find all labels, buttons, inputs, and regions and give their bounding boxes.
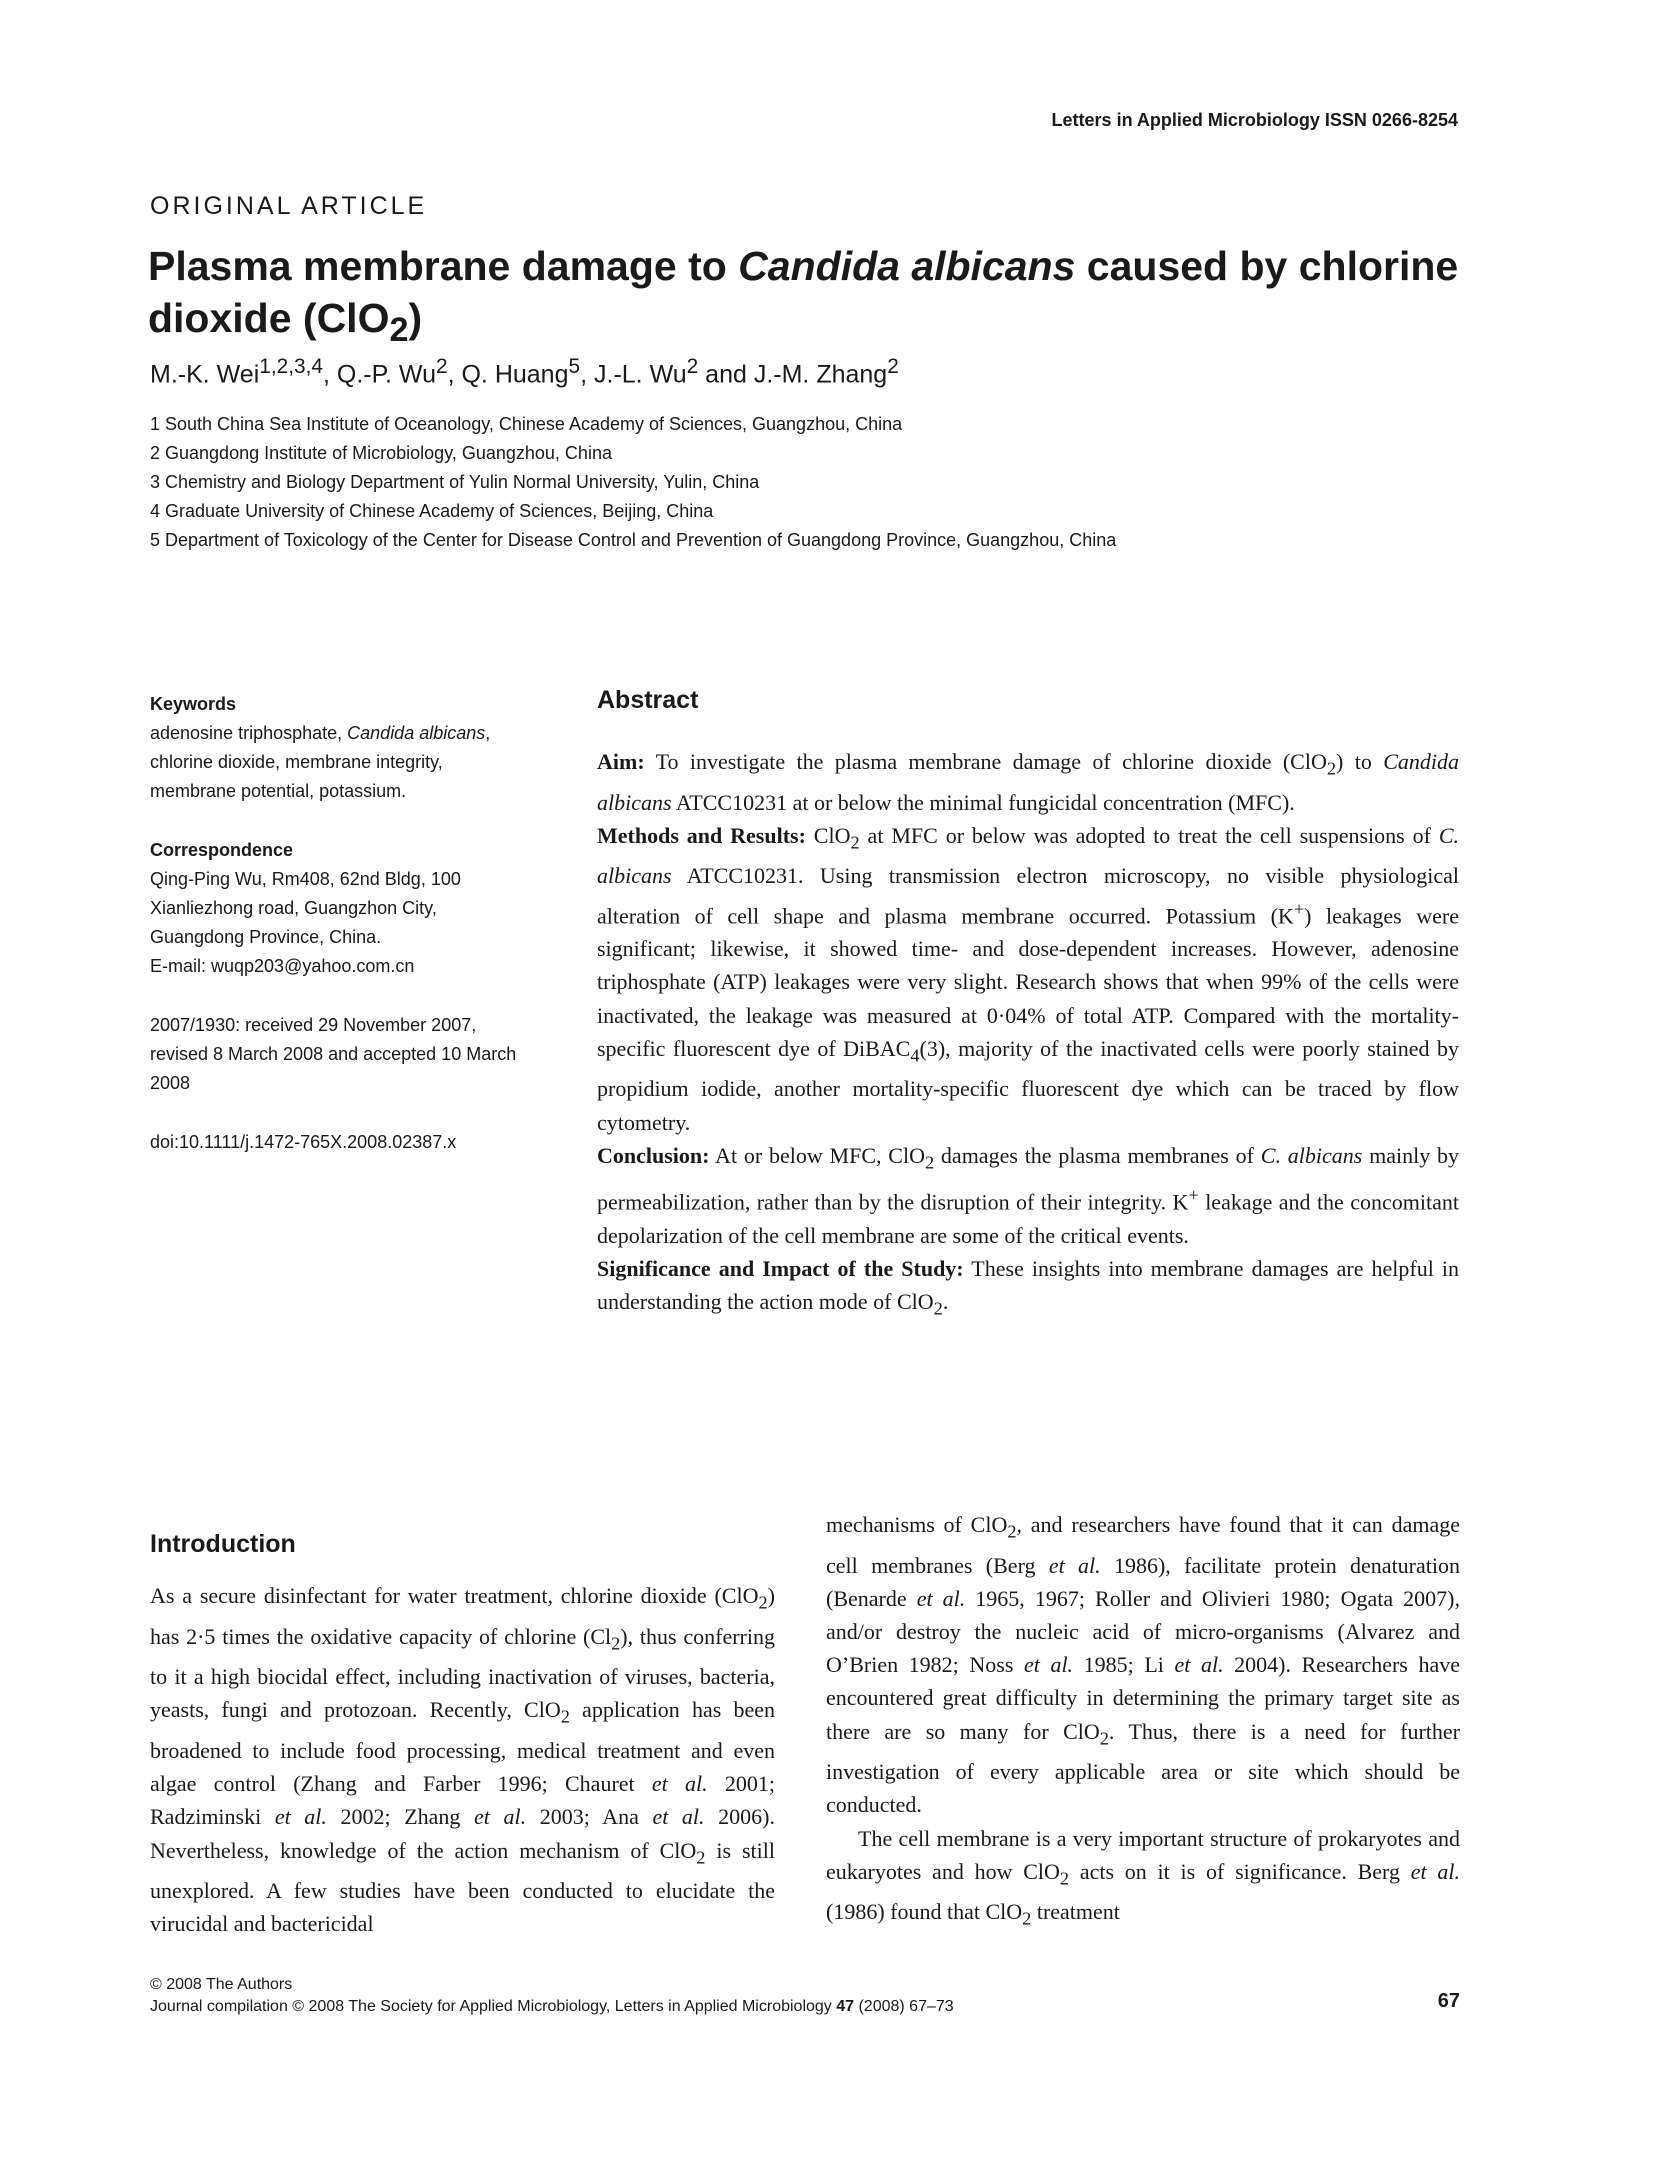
compilation-text: Journal compilation © 2008 The Society for Applied Microbiology, Letters in Applied Microbiology — [150, 1998, 837, 2015]
author-name: J.-M. Zhang — [753, 360, 888, 389]
text-subscript: 2 — [1099, 1728, 1109, 1748]
abstract-superscript: + — [1188, 1185, 1199, 1206]
abstract-text: ) leakages were significant; likewise, it showed time- and dose-dependent increases. However, adenosine triphosphate (ATP) leakages were very slight. Research shows that when 99% of the cells were inactivated, the leakage was measured at 0·04% of total ATP. Compared with the mortality-specific fluorescent dye of DiBAC — [597, 902, 1459, 1061]
intro-paragraph-1 — [150, 1579, 775, 1941]
abstract-text: at MFC or below was adopted to treat the cell suspensions of — [859, 822, 1439, 848]
abstract-text: ATCC10231. Using transmission electron microscopy, no visible physiological alteration of cell shape and plasma membrane occurred. Potassium (K — [597, 863, 1459, 928]
abstract-heading: Abstract — [597, 686, 699, 714]
text-subscript: 2 — [611, 1632, 621, 1653]
abstract-conclusion — [597, 1139, 1459, 1252]
text-run: 1965, 1967; Roller and Olivieri 1980; Ogata 2007), and/or destroy the nucleic acid of micro-organisms (Alvarez and O’Brien 1982; Noss — [826, 1585, 1460, 1678]
abstract-subscript: 4 — [910, 1045, 920, 1066]
text-italic: et al. — [474, 1804, 527, 1830]
text-italic: et al. — [916, 1585, 966, 1611]
author-affiliation-marker: 1,2,3,4 — [259, 355, 323, 378]
abstract-text: . — [942, 1289, 949, 1315]
abstract-methods — [597, 819, 1459, 1139]
journal-header: Letters in Applied Microbiology ISSN 0266-8254 — [1051, 110, 1458, 130]
abstract-body — [597, 745, 1459, 1326]
abstract-subscript: 2 — [850, 832, 860, 853]
doi-link[interactable]: doi:10.1111/j.1472-765X.2008.02387.x — [150, 1132, 457, 1152]
abstract-significance — [597, 1252, 1459, 1326]
abstract-superscript: + — [1293, 898, 1305, 919]
copyright-authors: © 2008 The Authors — [150, 1976, 293, 1993]
page-number: 67 — [1437, 1990, 1460, 2012]
text-subscript: 2 — [1059, 1868, 1070, 1889]
abstract-text: ) to — [1336, 749, 1384, 774]
author-affiliation-marker: 2 — [435, 355, 448, 378]
affiliation-item: 4 Graduate University of Chinese Academy of Sciences, Beijing, China — [150, 501, 714, 521]
intro-paragraph-2 — [826, 1822, 1460, 1936]
author-name: M.-K. Wei — [150, 360, 260, 389]
text-run: (1986) found that ClO — [826, 1899, 1023, 1925]
text-run: application has been broadened to include food processing, medical treatment and even algae control (Zhang and Farber 1996; Chauret — [150, 1697, 775, 1797]
title-part2: caused by chlorine dioxide (ClO — [148, 243, 1459, 341]
page-footer — [150, 1974, 954, 2018]
abstract-subscript: 2 — [933, 1298, 943, 1319]
author-name: Q.-P. Wu — [336, 360, 436, 389]
abstract-species: C. albicans — [597, 822, 1459, 889]
abstract-species: C. albicans — [1260, 1142, 1363, 1168]
author-separator: , — [322, 360, 337, 389]
abstract-subscript: 2 — [924, 1152, 935, 1173]
text-subscript: 2 — [758, 1592, 768, 1613]
text-italic: et al. — [652, 1804, 705, 1830]
methods-label: Methods and Results: — [597, 822, 806, 848]
abstract-subscript: 2 — [1326, 758, 1337, 779]
author-name: J.-L. Wu — [594, 360, 687, 389]
volume-number: 47 — [836, 1998, 855, 2015]
text-run: acts on it is of significance. Berg — [1069, 1858, 1411, 1884]
text-italic: et al. — [1048, 1552, 1101, 1578]
keywords-pre: adenosine triphosphate, — [150, 723, 348, 743]
text-run: treatment — [1031, 1899, 1120, 1925]
affiliation-item: 1 South China Sea Institute of Oceanology, Chinese Academy of Sciences, Guangzhou, China — [150, 414, 903, 434]
author-affiliation-marker: 5 — [568, 355, 581, 378]
conclusion-label: Conclusion: — [597, 1142, 710, 1168]
text-run: 2004). Researchers have encountered great difficulty in determining the primary target site as there are so many for ClO — [826, 1652, 1460, 1744]
affiliation-item: 3 Chemistry and Biology Department of Yulin Normal University, Yulin, China — [150, 472, 760, 492]
author-affiliation-marker: 2 — [686, 355, 699, 378]
abstract-text: leakage and the concomitant depolarization of the cell membrane are some of the critical events. — [597, 1189, 1459, 1248]
article-sidebar — [150, 690, 530, 1157]
text-run: is still unexplored. A few studies have been conducted to elucidate the virucidal and bactericidal — [150, 1837, 775, 1937]
title-subscript: 2 — [389, 311, 409, 350]
text-subscript: 2 — [1022, 1908, 1032, 1929]
abstract-text: These insights into membrane damages are helpful in understanding the action mode of ClO — [597, 1256, 1459, 1315]
text-run: 2001; Radziminski — [150, 1771, 775, 1830]
correspondence-address: Qing-Ping Wu, Rm408, 62nd Bldg, 100 Xianliezhong road, Guangzhon City, Guangdong Province, China. — [150, 869, 461, 947]
affiliation-list — [150, 410, 1116, 555]
text-run: 1985; Li — [1073, 1652, 1175, 1678]
text-run: , and researchers have found that it can damage cell membranes (Berg — [826, 1512, 1460, 1578]
text-run: mechanisms of ClO — [826, 1512, 1008, 1537]
text-subscript: 2 — [560, 1706, 570, 1727]
text-italic: et al. — [1174, 1652, 1224, 1678]
text-run: 2003; Ana — [526, 1804, 653, 1830]
keywords-species: Candida albicans — [347, 723, 486, 743]
text-subscript: 2 — [1007, 1521, 1017, 1542]
text-run: . Thus, there is a need for further investigation of every applicable area or site which should be conducted. — [826, 1718, 1460, 1818]
text-italic: et al. — [1023, 1652, 1074, 1678]
author-separator: , — [580, 360, 594, 389]
abstract-species: Candida albicans — [597, 749, 1459, 815]
body-column-right — [826, 1508, 1460, 1936]
correspondence-heading: Correspondence — [150, 840, 294, 860]
correspondence-email[interactable]: E-mail: wuqp203@yahoo.com.cn — [150, 956, 415, 976]
abstract-text: At or below MFC, ClO — [709, 1142, 925, 1168]
keywords-post: , chlorine dioxide, membrane integrity, membrane potential, potassium. — [150, 723, 491, 801]
affiliation-item: 2 Guangdong Institute of Microbiology, Guangzhou, China — [150, 443, 612, 463]
text-run: ), thus conferring to it a high biocidal effect, including inactivation of viruses, bacteria, yeasts, fungi and protozoan. Recently, ClO — [150, 1623, 775, 1723]
journal-compilation — [150, 1996, 954, 2018]
article-title — [148, 240, 1478, 356]
abstract-text: mainly by permeabilization, rather than by the disruption of their integrity. K — [597, 1142, 1459, 1215]
text-run: As a secure disinfectant for water treatment, chlorine dioxide (ClO — [150, 1583, 759, 1608]
article-type: ORIGINAL ARTICLE — [150, 192, 428, 220]
compilation-pages: (2008) 67–73 — [854, 1998, 954, 2015]
text-subscript: 2 — [696, 1846, 706, 1867]
keywords-text — [150, 719, 530, 806]
text-italic: et al. — [651, 1771, 708, 1797]
significance-label: Significance and Impact of the Study: — [597, 1256, 964, 1282]
text-italic: et al. — [274, 1804, 327, 1830]
text-run: 1986), facilitate protein denaturation (Benarde — [826, 1552, 1460, 1611]
text-italic: et al. — [1410, 1858, 1460, 1884]
title-part3: ) — [408, 295, 423, 341]
introduction-heading: Introduction — [150, 1530, 296, 1558]
abstract-section — [597, 686, 1459, 1326]
abstract-aim — [597, 745, 1459, 819]
abstract-text: (3), majority of the inactivated cells were poorly stained by propidium iodide, another mortality-specific fluorescent dye which can be traced by flow cytometry. — [597, 1035, 1459, 1135]
author-affiliation-marker: 2 — [887, 355, 899, 378]
text-run: 2006). Nevertheless, knowledge of the action mechanism of ClO — [150, 1804, 775, 1863]
body-column-left — [150, 1530, 775, 1941]
text-run: The cell membrane is a very important structure of prokaryotes and eukaryotes and how ClO — [826, 1825, 1460, 1884]
aim-label: Aim: — [597, 749, 645, 774]
text-run: ) has 2·5 times the oxidative capacity of chlorine (Cl — [150, 1583, 775, 1649]
abstract-text: To investigate the plasma membrane damage of chlorine dioxide (ClO — [644, 749, 1327, 774]
author-list — [150, 355, 899, 389]
received-dates: 2007/1930: received 29 November 2007, revised 8 March 2008 and accepted 10 March 2008 — [150, 1015, 517, 1093]
author-name: Q. Huang — [461, 360, 569, 389]
intro-paragraph-1-continued — [826, 1508, 1460, 1822]
title-part1: Plasma membrane damage to — [148, 243, 739, 289]
keywords-heading: Keywords — [150, 694, 237, 714]
abstract-text: damages the plasma membranes of — [934, 1142, 1261, 1168]
abstract-text: ATCC10231 at or below the minimal fungicidal concentration (MFC). — [671, 789, 1295, 815]
abstract-text: ClO — [805, 822, 851, 848]
title-species: Candida albicans — [738, 243, 1076, 289]
text-run: 2002; Zhang — [326, 1804, 475, 1830]
author-separator: , — [447, 360, 462, 389]
author-separator: and — [698, 360, 754, 389]
affiliation-item: 5 Department of Toxicology of the Center for Disease Control and Prevention of Guangdong Province, Guangzhou, China — [150, 530, 1117, 550]
